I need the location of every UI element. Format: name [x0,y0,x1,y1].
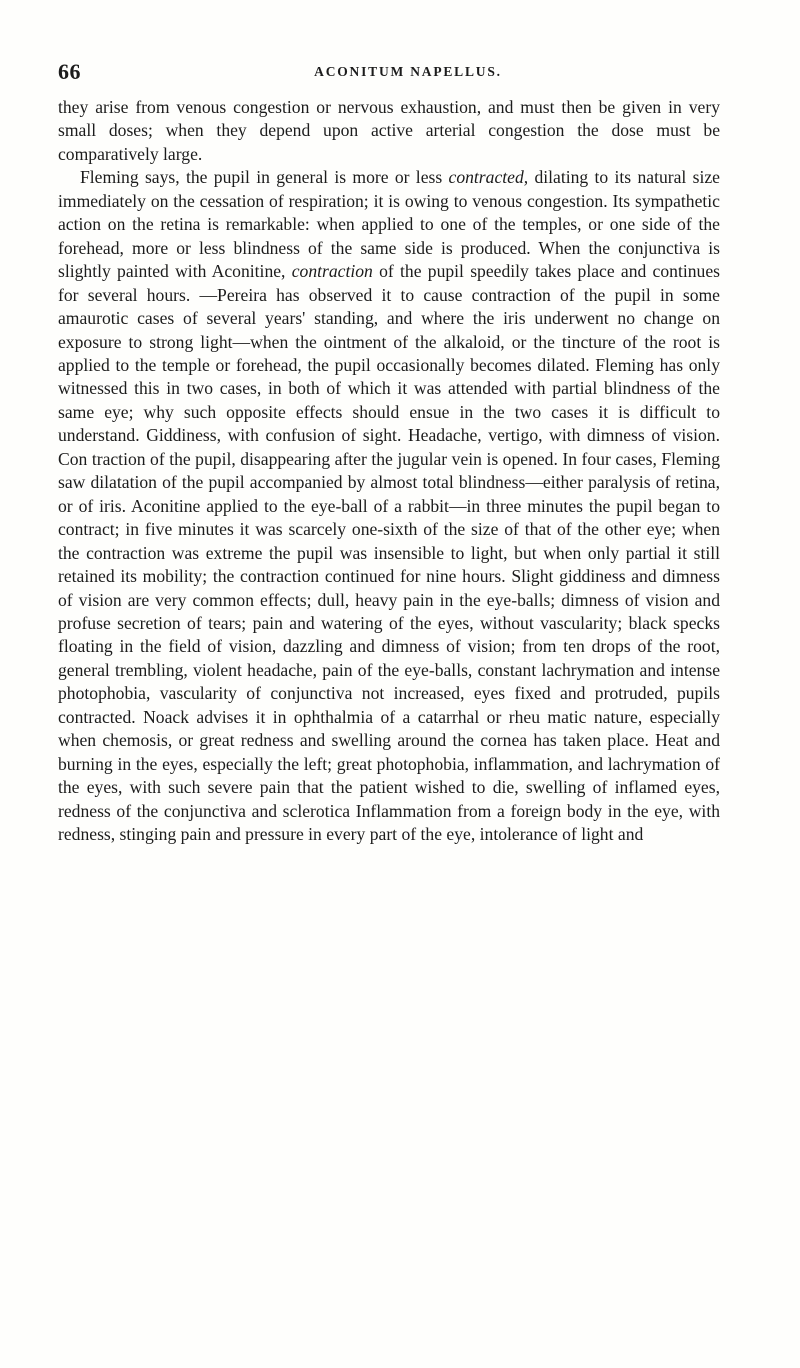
body-text [58,96,720,847]
text-segment: they arise from venous congestion or nervous exhaustion, and must then be given in very small doses; when they depend upon active arterial congestion the dose must be comparatively large. [58,97,720,164]
paragraph [58,166,720,846]
text-segment: of the pupil speedily takes place and continues for several hours. —Pereira has observed it to cause contraction of the pupil in some amaurotic cases of several years' standing, and where the iris underwent no change on exposure to strong light—when the ointment of the alkaloid, or the tincture of the root is applied to the temple or forehead, the pupil occasionally becomes dilated. Fleming has only witnessed this in two cases, in both of which it was attended with partial blindness of the same eye; why such opposite effects should ensue in the two cases it is difficult to understand. Giddiness, with confusion of sight. Headache, vertigo, with dimness of vision. Con traction of the pupil, disappearing after the jugular vein is opened. In four cases, Fleming saw dilatation of the pupil accompanied by almost total blindness—either paralysis of retina, or of iris. Aconitine applied to the eye-ball of a rabbit—in three minutes the pupil began to contract; in five minutes it was scarcely one-sixth of the size of that of the other eye; when the contraction was extreme the pupil was insensible to light, but when only partial it still retained its mobility; the contraction continued for nine hours. Slight giddiness and dimness of vision are very common effects; dull, heavy pain in the eye-balls; dimness of vision and profuse secretion of tears; pain and watering of the eyes, without vascularity; black specks floating in the field of vision, dazzling and dimness of vision; from ten drops of the root, general trembling, violent headache, pain of the eye-balls, constant lachrymation and intense photophobia, vascularity of conjunctiva not increased, eyes fixed and protruded, pupils contracted. Noack advises it in ophthalmia of a catarrhal or rheu matic nature, especially when chemosis, or great redness and swelling around the cornea has taken place. Heat and burning in the eyes, especially the left; great photophobia, inflammation, and lachrymation of the eyes, with such severe pain that the patient wished to die, swelling of inflamed eyes, redness of the conjunctiva and sclerotica Inflammation from a foreign body in the eye, with redness, stinging pain and pressure in every part of the eye, intolerance of light and [58,261,720,845]
italic-text: contraction [291,261,373,282]
text-segment: dilating to its natural size immediately on the cessation of respiration; it is owing to venous congestion. Its sympathetic action on the retina is remarkable: when applied to one of the temples, or one side of the forehead, more or less blindness of the same side is produced. When the conjunctiva is slightly painted with Aconitine, [58,167,720,282]
page-header [58,59,718,85]
text-segment: Fleming says, the pupil in general is more or less [80,167,449,188]
italic-text: contracted, [448,167,529,188]
page-number: 66 [58,59,81,84]
running-head: ACONITUM NAPELLUS. [314,64,502,79]
paragraph [58,96,720,166]
